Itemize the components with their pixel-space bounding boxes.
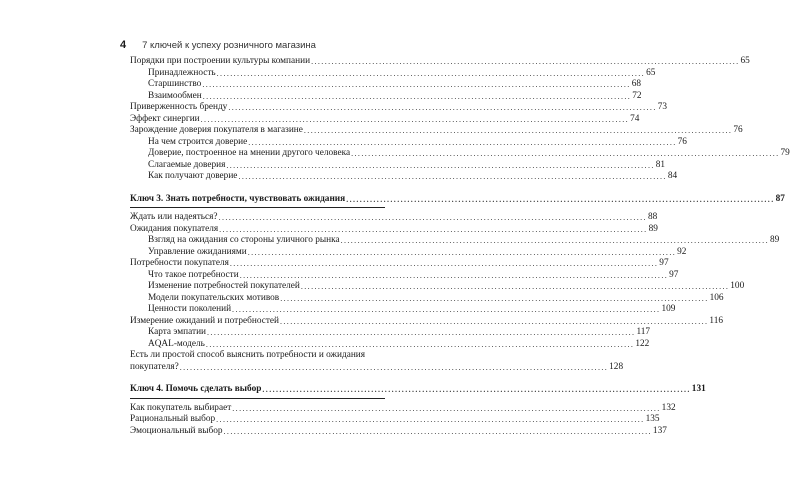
dot-leader — [262, 384, 690, 396]
toc-entry[interactable] — [130, 350, 624, 373]
dot-leader — [202, 79, 630, 91]
entry-page: 76 — [677, 136, 687, 147]
entry-title: Слагаемые доверия — [148, 159, 226, 170]
toc-entry[interactable] — [130, 402, 676, 415]
entry-title: Что такое потребности — [148, 269, 239, 280]
dot-leader — [341, 235, 769, 247]
entry-title: Управление ожиданиями — [148, 246, 247, 257]
running-title: 7 ключей к успеху розничного магазина — [142, 40, 316, 51]
entry-page: 89 — [648, 223, 658, 234]
entry-page: 79 — [780, 148, 790, 158]
entry-page: 73 — [657, 102, 668, 112]
chapter-rule — [130, 207, 385, 208]
entry-page: 122 — [635, 338, 650, 349]
toc-entry[interactable] — [130, 136, 687, 149]
entry-title: Карта эмпатии — [148, 327, 207, 337]
entry-title: Зарождение доверия покупателя в магазине — [130, 125, 303, 135]
toc-entry[interactable] — [130, 125, 743, 137]
entry-page: 72 — [632, 90, 642, 101]
dot-leader — [248, 247, 676, 259]
dot-leader — [238, 171, 666, 183]
entry-page: 137 — [652, 425, 667, 436]
entry-page: 84 — [667, 171, 678, 181]
dot-leader — [311, 56, 739, 68]
entry-title: Принадлежность — [148, 67, 216, 78]
dot-leader — [201, 114, 629, 126]
entry-title: На чем строится доверие — [148, 136, 248, 147]
dot-leader — [206, 339, 634, 351]
dot-leader — [232, 403, 660, 415]
toc-entry[interactable] — [130, 171, 678, 183]
entry-title: Как получают доверие — [148, 171, 238, 181]
toc-entry[interactable] — [130, 102, 668, 114]
entry-title: Взгляд на ожидания со стороны уличного рынка — [148, 235, 340, 245]
entry-page: 128 — [609, 361, 624, 372]
entry-title: Модели покупательских мотивов — [148, 292, 280, 303]
entry-page: 81 — [655, 159, 666, 170]
entry-title: Взаимообмен — [148, 90, 202, 101]
page-header — [120, 39, 410, 51]
entry-page: 117 — [636, 327, 651, 337]
dot-leader — [301, 281, 729, 293]
toc-entry[interactable] — [130, 338, 650, 351]
toc-entry[interactable] — [130, 67, 656, 80]
entry-title: Эмоциональный выбор — [130, 425, 223, 436]
entry-page: 65 — [740, 56, 750, 66]
entry-page: 100 — [730, 281, 745, 291]
toc-entry[interactable] — [130, 113, 640, 126]
entry-page: 68 — [631, 79, 642, 89]
toc-chapter[interactable] — [130, 193, 785, 206]
toc-entry[interactable] — [130, 269, 679, 282]
entry-page: 132 — [661, 402, 676, 413]
dot-leader — [217, 68, 645, 80]
dot-leader — [219, 224, 647, 236]
entry-page: 135 — [645, 414, 660, 424]
chapter-title: Ключ 3. Знать потребности, чувствовать ожидания — [130, 193, 346, 204]
entry-title: Есть ли простой способ выяснить потребности и ожидания — [130, 350, 366, 360]
entry-title: Ожидания покупателя — [130, 223, 219, 234]
toc-entry[interactable] — [130, 159, 666, 172]
entry-title: Приверженность бренду — [130, 102, 228, 112]
chapter-page: 87 — [775, 193, 785, 204]
entry-line — [130, 361, 624, 374]
entry-page: 92 — [677, 246, 687, 257]
entry-title: Старшинство — [148, 79, 202, 89]
toc-entry[interactable] — [130, 315, 724, 328]
chapter-spacer — [130, 373, 385, 384]
dot-leader — [226, 160, 654, 172]
toc-entry[interactable] — [130, 281, 745, 293]
toc-entry[interactable] — [130, 79, 642, 91]
entry-title: Изменение потребностей покупателей — [148, 281, 300, 291]
toc-entry[interactable] — [130, 223, 658, 236]
toc-entry[interactable] — [130, 327, 651, 339]
chapter-spacer — [130, 183, 385, 194]
dot-leader — [180, 362, 608, 374]
toc-entry[interactable] — [130, 148, 790, 160]
entry-page: 74 — [630, 113, 640, 124]
toc-entry[interactable] — [130, 212, 658, 224]
entry-title: AQAL-модель — [148, 338, 205, 349]
dot-leader — [228, 102, 656, 114]
dot-leader — [280, 316, 708, 328]
dot-leader — [232, 304, 660, 316]
entry-title: Доверие, построенное на мнении другого человека — [148, 148, 351, 158]
dot-leader — [240, 270, 668, 282]
entry-title: Эффект синергии — [130, 113, 200, 124]
dot-leader — [203, 91, 631, 103]
entry-line — [130, 350, 385, 362]
entry-title: Потребности покупателя — [130, 258, 229, 268]
dot-leader — [248, 137, 676, 149]
dot-leader — [219, 212, 647, 224]
dot-leader — [224, 426, 652, 438]
entry-title: Порядки при построении культуры компании — [130, 56, 311, 66]
entry-title-cont: покупателя? — [130, 361, 179, 372]
chapter-rule — [130, 398, 385, 399]
dot-leader — [216, 414, 644, 426]
toc-entry[interactable] — [130, 235, 780, 247]
toc-chapter[interactable] — [130, 384, 706, 396]
entry-title: Ждать или надеяться? — [130, 212, 218, 222]
dot-leader — [207, 327, 635, 339]
dot-leader — [351, 148, 779, 160]
entry-page: 97 — [659, 258, 669, 268]
entry-page: 109 — [661, 304, 676, 314]
entry-title: Как покупатель выбирает — [130, 402, 232, 413]
entry-page: 65 — [646, 67, 656, 78]
toc-entry[interactable] — [130, 258, 669, 270]
entry-page: 76 — [733, 125, 743, 135]
entry-title: Рациональный выбор — [130, 414, 216, 424]
entry-page: 89 — [769, 235, 780, 245]
toc-entry[interactable] — [130, 246, 687, 259]
toc-entry[interactable] — [130, 90, 642, 103]
toc-entry[interactable] — [130, 425, 667, 438]
toc-entry[interactable] — [130, 56, 750, 68]
entry-title: Измерение ожиданий и потребностей — [130, 315, 279, 326]
dot-leader — [346, 194, 774, 206]
entry-page: 106 — [709, 292, 724, 303]
entry-page: 116 — [709, 315, 724, 326]
page-number: 4 — [120, 39, 127, 51]
entry-title: Ценности поколений — [148, 304, 232, 314]
chapter-title: Ключ 4. Помочь сделать выбор — [130, 384, 262, 394]
toc-entry[interactable] — [130, 414, 660, 426]
chapter-page: 131 — [691, 384, 706, 394]
toc-entry[interactable] — [130, 292, 724, 305]
entry-page: 88 — [647, 212, 658, 222]
table-of-contents — [130, 56, 790, 437]
entry-page: 97 — [669, 269, 679, 280]
toc-entry[interactable] — [130, 304, 676, 316]
dot-leader — [230, 258, 658, 270]
dot-leader — [280, 293, 708, 305]
dot-leader — [304, 125, 732, 137]
